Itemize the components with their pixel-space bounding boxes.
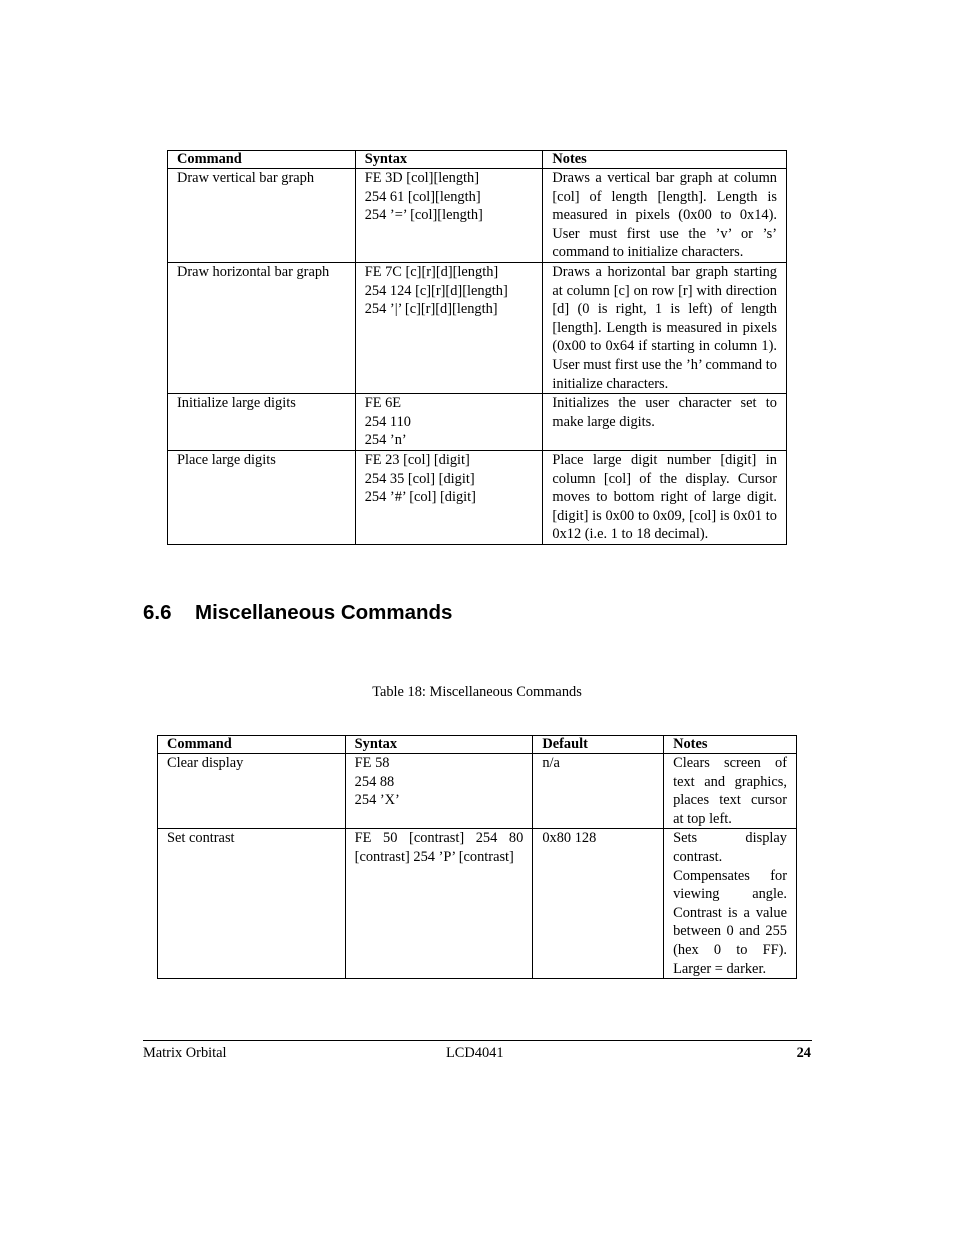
- syntax-cell: FE 50 [contrast] 254 80 [contrast] 254 ’P’ [contrast]: [345, 829, 533, 979]
- table-header-row: [158, 736, 797, 754]
- page-number: 24: [796, 1045, 811, 1061]
- column-header-syntax: Syntax: [345, 736, 533, 754]
- syntax-cell: [355, 394, 543, 451]
- command-cell: Draw horizontal bar graph: [168, 262, 356, 393]
- table-row: [168, 169, 787, 263]
- syntax-line: FE 7C [c][r][d][length]: [364, 263, 499, 280]
- table-row: [158, 754, 797, 829]
- section-heading: [143, 601, 452, 625]
- commands-table-bar-graphs: [167, 150, 787, 545]
- default-cell: n/a: [533, 754, 664, 829]
- notes-cell: Sets display contrast. Compensates for viewing angle. Contrast is a value between 0 and 255 (hex 0 to FF). Larger = darker.: [664, 829, 797, 979]
- syntax-line: 254 ’#’ [col] [digit]: [364, 489, 476, 506]
- command-cell: Draw vertical bar graph: [168, 169, 356, 263]
- section-number: 6.6: [143, 601, 172, 624]
- column-header-default: Default: [533, 736, 664, 754]
- syntax-line: 254 35 [col] [digit]: [364, 470, 475, 487]
- syntax-line: 254 ’=’ [col][length]: [364, 207, 483, 224]
- syntax-line: 254 124 [c][r][d][length]: [364, 282, 508, 299]
- syntax-line: FE 6E: [364, 395, 402, 412]
- syntax-cell: [355, 169, 543, 263]
- notes-cell: Initializes the user character set to make large digits.: [543, 394, 787, 451]
- syntax-cell: [355, 450, 543, 544]
- command-cell: Clear display: [158, 754, 346, 829]
- command-cell: Place large digits: [168, 450, 356, 544]
- syntax-line: FE 58: [354, 755, 390, 771]
- syntax-line: 254 ’n’: [364, 432, 407, 449]
- notes-cell: Place large digit number [digit] in column [col] of the display. Cursor moves to bottom right of large digit. [digit] is 0x00 to 0x09, [col] is 0x01 to 0x12 (i.e. 1 to 18 decimal).: [543, 450, 787, 544]
- syntax-line: FE 23 [col] [digit]: [364, 451, 470, 468]
- column-header-command: Command: [158, 736, 346, 754]
- column-header-command: Command: [168, 151, 356, 169]
- column-header-notes: Notes: [543, 151, 787, 169]
- command-cell: Initialize large digits: [168, 394, 356, 451]
- default-cell: 0x80 128: [533, 829, 664, 979]
- miscellaneous-commands-table: [157, 735, 797, 979]
- section-title: Miscellaneous Commands: [195, 601, 453, 624]
- table-row: [158, 829, 797, 979]
- syntax-line: 254 ’|’ [c][r][d][length]: [364, 301, 498, 318]
- table-caption: Table 18: Miscellaneous Commands: [372, 684, 582, 700]
- column-header-notes: Notes: [664, 736, 797, 754]
- syntax-line: 254 88: [354, 773, 395, 790]
- command-cell: Set contrast: [158, 829, 346, 979]
- notes-cell: Draws a vertical bar graph at column [col] of length [length]. Length is measured in pixels (0x00 to 0x14). User must first use the ’v’ or ’s’ command to initialize characters.: [543, 169, 787, 263]
- notes-cell: Clears screen of text and graphics, places text cursor at top left.: [664, 754, 797, 829]
- notes-cell: Draws a horizontal bar graph starting at column [c] on row [r] with direction [d] (0 is right, 1 is left) of length [length]. Length is measured in pixels (0x00 to 0x64 if starting in column 1). User must first use the ’h’ command to initialize characters.: [543, 262, 787, 393]
- table-row: [168, 450, 787, 544]
- syntax-line: 254 61 [col][length]: [364, 188, 481, 205]
- syntax-cell: [345, 754, 533, 829]
- table-row: [168, 262, 787, 393]
- table-row: [168, 394, 787, 451]
- footer-company: Matrix Orbital: [143, 1045, 227, 1061]
- column-header-syntax: Syntax: [355, 151, 543, 169]
- syntax-line: 254 110: [364, 413, 411, 430]
- syntax-line: 254 ’X’: [354, 792, 400, 809]
- footer-model: LCD4041: [446, 1045, 504, 1061]
- footer-divider: [143, 1040, 812, 1041]
- syntax-cell: [355, 262, 543, 393]
- table-header-row: [168, 151, 787, 169]
- syntax-line: FE 3D [col][length]: [364, 170, 480, 186]
